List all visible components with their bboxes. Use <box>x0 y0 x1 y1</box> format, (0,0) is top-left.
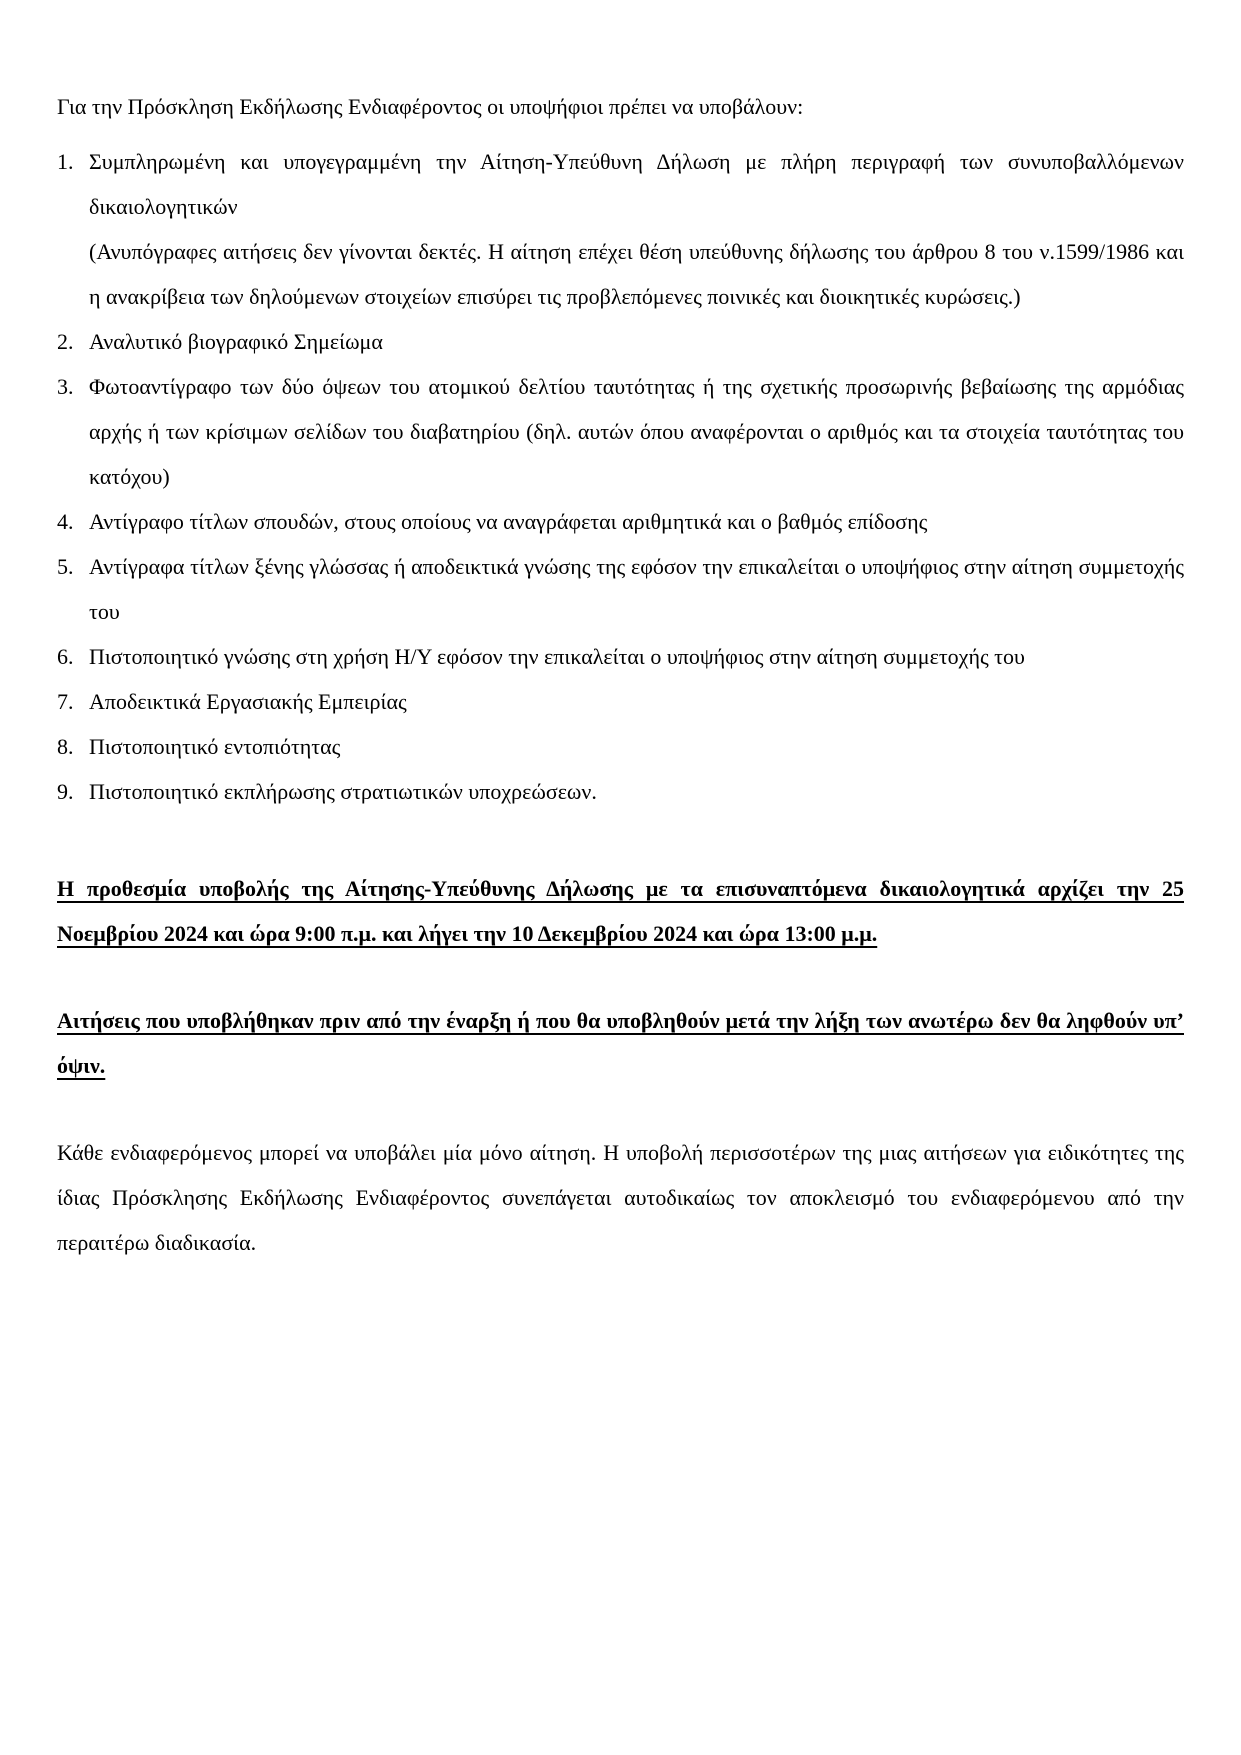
item-note: (Ανυπόγραφες αιτήσεις δεν γίνονται δεκτές. Η αίτηση επέχει θέση υπεύθυνης δήλωσης του άρθρου 8 του ν.1599/1986 και η ανακρίβεια των δηλούμενων στοιχείων επισύρει τις προβλεπόμενες ποινικές και διοικητικές κυρώσεις.) <box>89 239 1184 309</box>
item-text: Συμπληρωμένη και υπογεγραμμένη την Αίτηση-Υπεύθυνη Δήλωση με πλήρη περιγραφή των συνυποβαλλόμενων δικαιολογητικών <box>89 149 1184 219</box>
list-item-1 <box>57 139 1184 319</box>
item-number: 5. <box>57 554 74 579</box>
list-item-8 <box>57 724 1184 769</box>
item-number: 1. <box>57 149 74 174</box>
item-number: 9. <box>57 779 74 804</box>
list-item-5 <box>57 544 1184 634</box>
single-application-paragraph: Κάθε ενδιαφερόμενος μπορεί να υποβάλει μία μόνο αίτηση. Η υποβολή περισσοτέρων της μιας αιτήσεων για ειδικότητες της ίδιας Πρόσκλησης Εκδήλωσης Ενδιαφέροντος συνεπάγεται αυτοδικαίως τον αποκλεισμό του ενδιαφερόμενου από την περαιτέρω διαδικασία. <box>57 1140 1184 1255</box>
item-number: 4. <box>57 509 74 534</box>
list-item-7 <box>57 679 1184 724</box>
item-number: 7. <box>57 689 74 714</box>
item-number: 6. <box>57 644 74 669</box>
item-text: Πιστοποιητικό γνώσης στη χρήση Η/Υ εφόσον την επικαλείται ο υποψήφιος στην αίτηση συμμετοχής του <box>89 644 1025 669</box>
item-text: Πιστοποιητικό εντοπιότητας <box>89 734 341 759</box>
item-body <box>89 139 1184 319</box>
intro-paragraph: Για την Πρόσκληση Εκδήλωσης Ενδιαφέροντος οι υποψήφιοι πρέπει να υποβάλουν: <box>57 94 804 119</box>
list-item-3 <box>57 364 1184 499</box>
list-item-4 <box>57 499 1184 544</box>
item-text: Αντίγραφο τίτλων σπουδών, στους οποίους να αναγράφεται αριθμητικά και ο βαθμός επίδοσης <box>89 509 928 534</box>
item-text: Φωτοαντίγραφο των δύο όψεων του ατομικού δελτίου ταυτότητας ή της σχετικής προσωρινής βεβαίωσης της αρμόδιας αρχής ή των κρίσιμων σελίδων του διαβατηρίου (δηλ. αυτών όπου αναφέρονται ο αριθμός και τα στοιχεία ταυτότητας του κατόχου) <box>89 374 1184 489</box>
item-number: 2. <box>57 329 74 354</box>
late-submission-paragraph: Αιτήσεις που υποβλήθηκαν πριν από την έναρξη ή που θα υποβληθούν μετά την λήξη των ανωτέρω δεν θα ληφθούν υπ’ όψιν. <box>57 1008 1184 1078</box>
item-number: 3. <box>57 374 74 399</box>
list-item-9 <box>57 769 1184 814</box>
list-item-2 <box>57 319 1184 364</box>
item-text: Πιστοποιητικό εκπλήρωσης στρατιωτικών υποχρεώσεων. <box>89 779 597 804</box>
requirements-list <box>57 139 1184 814</box>
deadline-paragraph: Η προθεσμία υποβολής της Αίτησης-Υπεύθυνης Δήλωσης με τα επισυναπτόμενα δικαιολογητικά αρχίζει την 25 Νοεμβρίου 2024 και ώρα 9:00 π.μ. και λήγει την 10 Δεκεμβρίου 2024 και ώρα 13:00 μ.μ. <box>57 876 1184 946</box>
item-text: Αναλυτικό βιογραφικό Σημείωμα <box>89 329 383 354</box>
list-item-6 <box>57 634 1184 679</box>
item-text: Αντίγραφα τίτλων ξένης γλώσσας ή αποδεικτικά γνώσης της εφόσον την επικαλείται ο υποψήφιος στην αίτηση συμμετοχής του <box>89 554 1184 624</box>
item-number: 8. <box>57 734 74 759</box>
item-text: Αποδεικτικά Εργασιακής Εμπειρίας <box>89 689 407 714</box>
